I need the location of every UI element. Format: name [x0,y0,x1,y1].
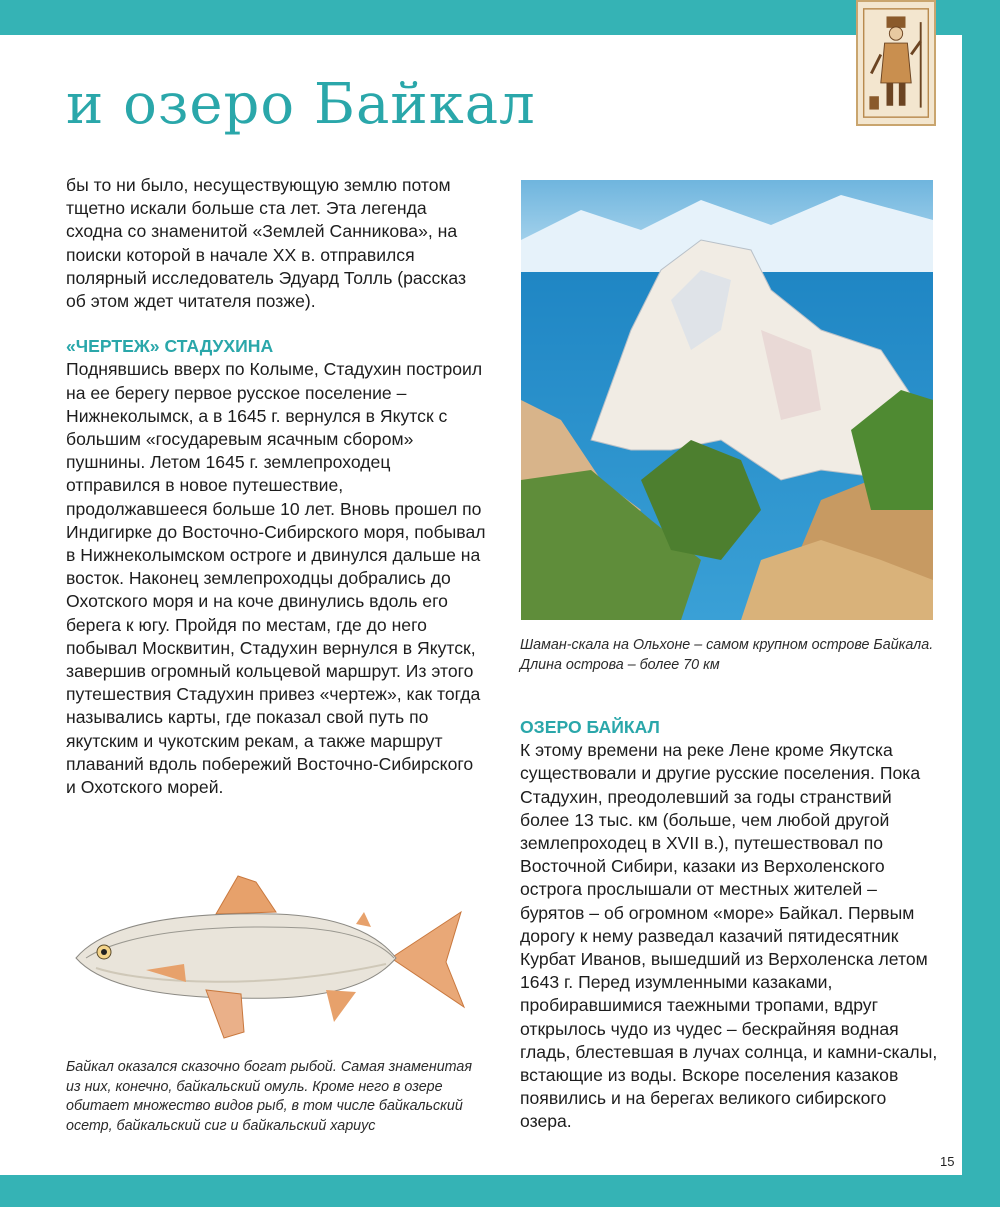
shaman-rock-painting [521,180,933,620]
cossack-figure-badge [856,0,936,126]
right-border-strip [962,0,1000,1207]
right-column [520,716,940,1134]
fish-caption: Байкал оказался сказочно богат рыбой. Самая знаменитая из них, конечно, байкальский омуль. Кроме него в озере обитает множество видов рыб, в том числе байкальский осетр, байкальский сиг и байкальский хариус [66,1059,472,1134]
page-number: 15 [940,1154,955,1169]
left-column [66,174,486,799]
stadukhin-paragraph: Поднявшись вверх по Колыме, Стадухин построил на ее берегу первое русское поселение – Нижнеколымск, а в 1645 г. вернулся в Якутск с большим «государевым ясачным сбором» пушнины. Летом 1645 г. землепроходец отправился в новое путешествие, продолжавшееся больше 10 лет. Вновь прошел по Индигирке до Восточно-Сибирского моря, побывал в Нижнеколымском остроге и двинулся дальше на восток. Наконец землепроходцы добрались до Охотского моря и на коче двинулись вдоль его берега к югу. Пройдя по местам, где до него побывал Москвитин, Стадухин вернулся в Якутск, завершив огромный кольцевой маршрут. Из этого путешествия Стадухин привез «чертеж», как тогда назывались карты, где показал свой путь по якутским и чукотским рекам, а также маршрут плаваний вдоль побережий Восточно-Сибирского и Охотского морей. [66,359,486,798]
baikal-paragraph: К этому времени на реке Лене кроме Якутска существовали и другие русские поселения. Пока Стадухин, преодолевший за годы странствий более 13 тыс. км (больше, чем любой другой землепроходец в XVII в.), путешествовал по Восточной Сибири, казаки из Верхоленского острога прослышали от местных жителей – бурятов – об огромном «море» Байкал. Первым дорогу к нему разведал казачий пятидесятник Курбат Иванов, вышедший из Верхоленска летом 1643 г. Перед изумленными казаками, пробиравшимися таежными тропами, вдруг открылось чудо из чудес – бескрайняя водная гладь, блестевшая в лучах солнца, и камни-скалы, встающие из воды. Вскоре поселения казаков появились и на берегах великого сибирского озера. [520,740,938,1132]
omul-fish-illustration [66,872,466,1042]
rock-caption: Шаман-скала на Ольхоне – самом крупном острове Байкала. Длина острова – более 70 км [520,637,934,673]
cossack-icon [858,2,934,124]
baikal-heading: ОЗЕРО БАЙКАЛ [520,717,660,737]
stadukhin-heading: «ЧЕРТЕЖ» СТАДУХИНА [66,336,274,357]
fish-icon [66,872,466,1042]
page-title: и озеро Байкал [66,72,536,137]
intro-paragraph: бы то ни было, несуществующую землю потом тщетно искали больше ста лет. Эта легенда сходна со знаменитой «Землей Санникова», на поиски которой в начале XX в. отправился полярный исследователь Эдуард Толль (рассказ об этом ждет читателя позже). [66,175,467,312]
